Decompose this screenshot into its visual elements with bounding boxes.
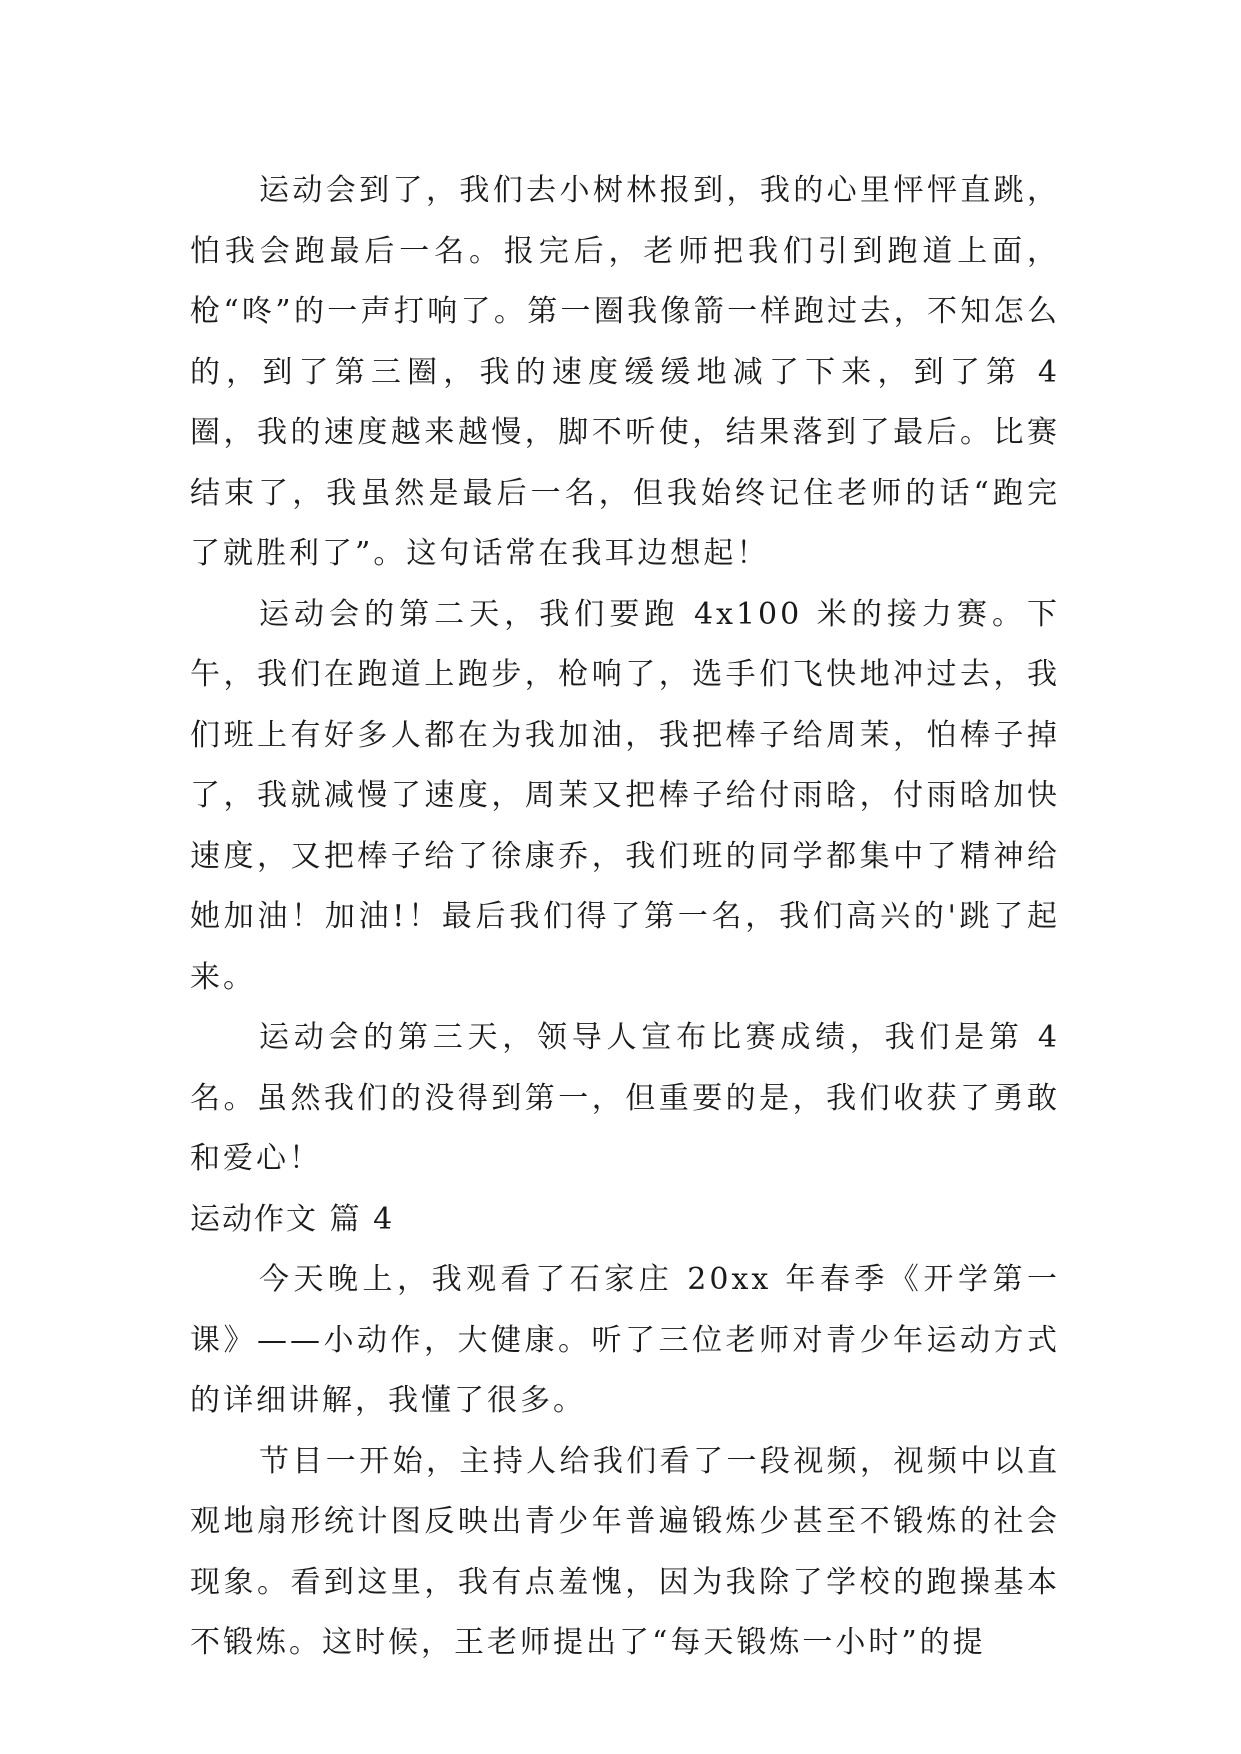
section-heading: 运动作文 篇 4 — [190, 1201, 395, 1237]
paragraph: 节目一开始，主持人给我们看了一段视频，视频中以直观地扇形统计图反映出青少年普遍锻炼少甚至不锻炼的社会现象。看到这里，我有点羞愧，因为我除了学校的跑操基本不锻炼。这时候，王老师提出了“每天锻炼一小时”的提 — [190, 1443, 1060, 1660]
paragraph: 运动会到了，我们去小树林报到，我的心里怦怦直跳，怕我会跑最后一名。报完后，老师把我们引到跑道上面，枪“咚”的一声打响了。第一圈我像箭一样跑过去，不知怎么的，到了第三圈，我的速度缓缓地减了下来，到了第 4 圈，我的速度越来越慢，脚不听使，结果落到了最后。比赛结束了，我虽然是最后一名，但我始终记住老师的话“跑完了就胜利了”。这句话常在我耳边想起！ — [190, 173, 1060, 571]
document-body — [190, 161, 1060, 1674]
paragraph: 今天晚上，我观看了石家庄 20xx 年春季《开学第一课》——小动作，大健康。听了三位老师对青少年运动方式的详细讲解，我懂了很多。 — [190, 1262, 1060, 1418]
paragraph: 运动会的第二天，我们要跑 4x100 米的接力赛。下午，我们在跑道上跑步，枪响了，选手们飞快地冲过去，我们班上有好多人都在为我加油，我把棒子给周茉，怕棒子掉了，我就减慢了速度，周茉又把棒子给付雨晗，付雨晗加快速度，又把棒子给了徐康乔，我们班的同学都集中了精神给她加油！加油!！最后我们得了第一名，我们高兴的'跳了起来。 — [190, 596, 1060, 995]
paragraph: 运动会的第三天，领导人宣布比赛成绩，我们是第 4 名。虽然我们的没得到第一，但重要的是，我们收获了勇敢和爱心！ — [190, 1020, 1060, 1176]
